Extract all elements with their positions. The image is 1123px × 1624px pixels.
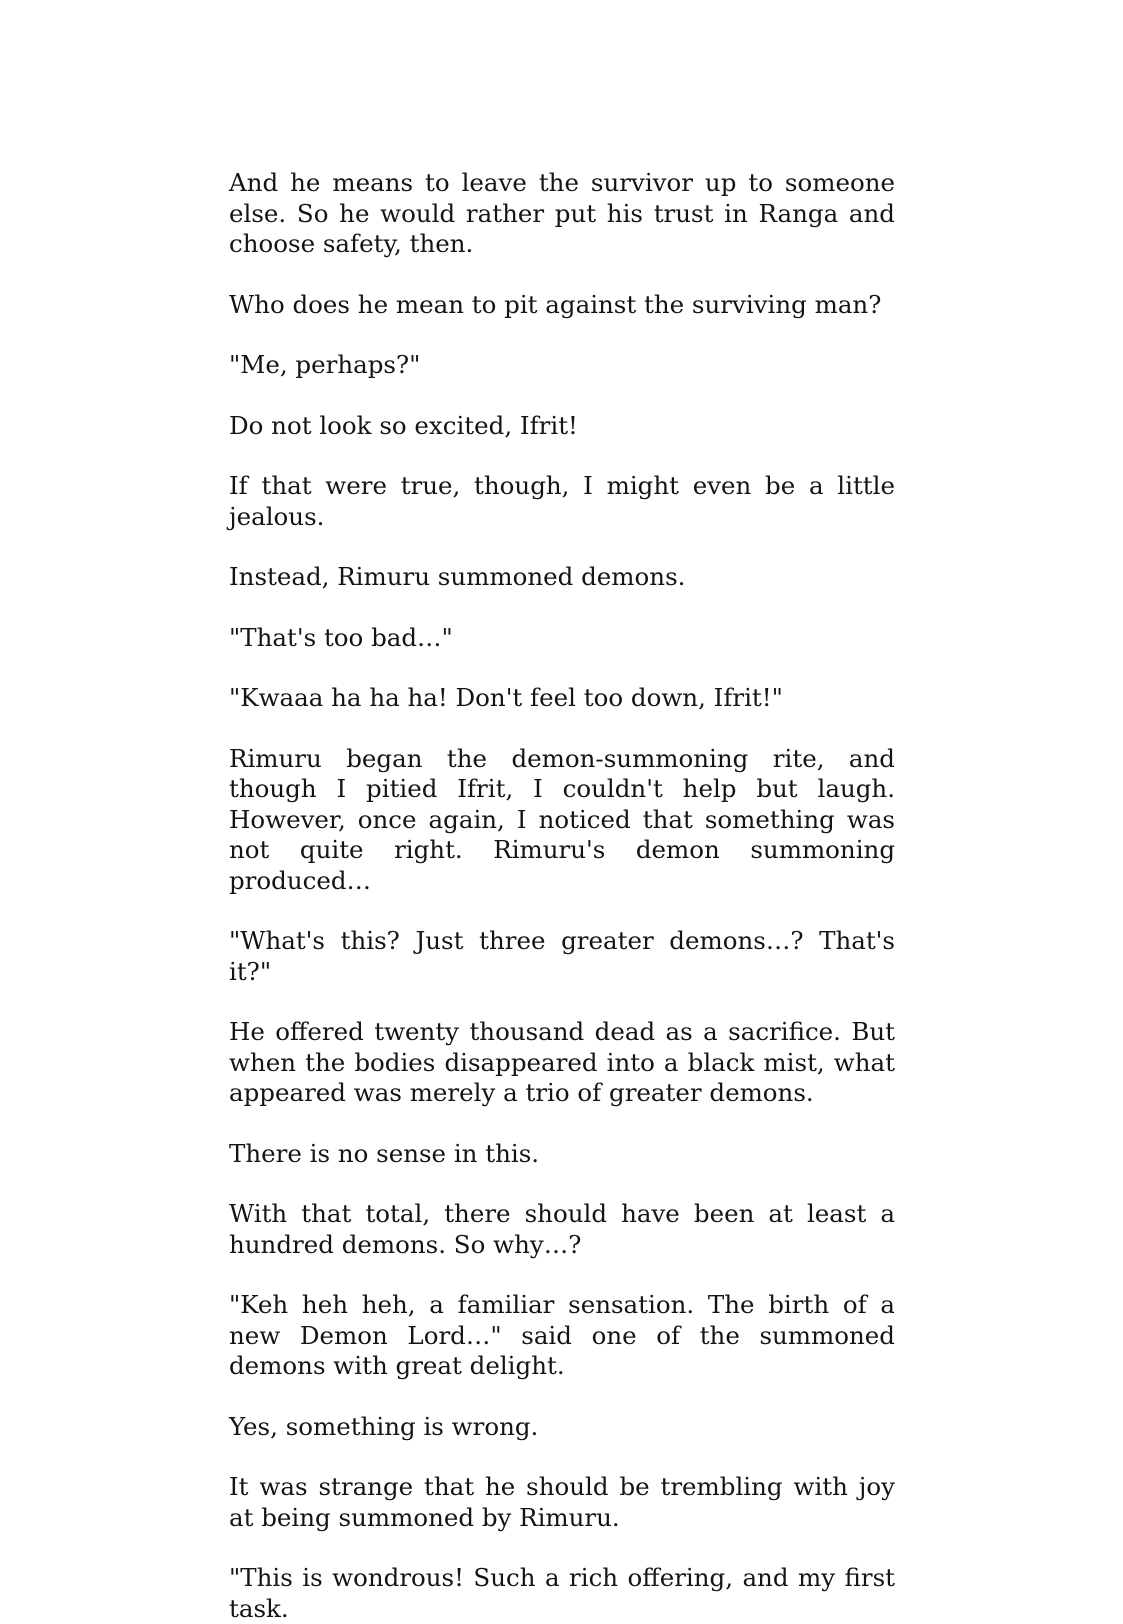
paragraph: "This is wondrous! Such a rich offering, and my first task. (229, 1563, 895, 1623)
paragraph: With that total, there should have been at least a hundred demons. So why…? (229, 1199, 895, 1259)
paragraph: "What's this? Just three greater demons…? That's it?" (229, 926, 895, 986)
paragraph: Rimuru began the demon-summoning rite, and though I pitied Ifrit, I couldn't help but laugh. However, once again, I noticed that something was not quite right. Rimuru's demon summoning produced… (229, 743, 895, 895)
paragraph: It was strange that he should be trembling with joy at being summoned by Rimuru. (229, 1472, 895, 1532)
paragraph: Instead, Rimuru summoned demons. (229, 562, 686, 591)
paragraph: If that were true, though, I might even be a little jealous. (229, 471, 895, 531)
paragraph: Who does he mean to pit against the surviving man? (229, 289, 882, 319)
paragraph: "Me, perhaps?" (229, 350, 421, 379)
paragraph: Do not look so excited, Ifrit! (229, 410, 578, 440)
paragraph: "Kwaaa ha ha ha! Don't feel too down, Ifrit!" (229, 683, 783, 712)
paragraph: Yes, something is wrong. (229, 1411, 539, 1441)
paragraph: "That's too bad…" (229, 622, 453, 652)
paragraph: There is no sense in this. (229, 1138, 540, 1168)
document-page (229, 168, 895, 1624)
paragraph: "Keh heh heh, a familiar sensation. The birth of a new Demon Lord…" said one of the summoned demons with great delight. (229, 1290, 895, 1380)
paragraph: And he means to leave the survivor up to someone else. So he would rather put his trust in Ranga and choose safety, then. (229, 168, 895, 258)
paragraph: He offered twenty thousand dead as a sacrifice. But when the bodies disappeared into a black mist, what appeared was merely a trio of greater demons. (229, 1017, 895, 1107)
